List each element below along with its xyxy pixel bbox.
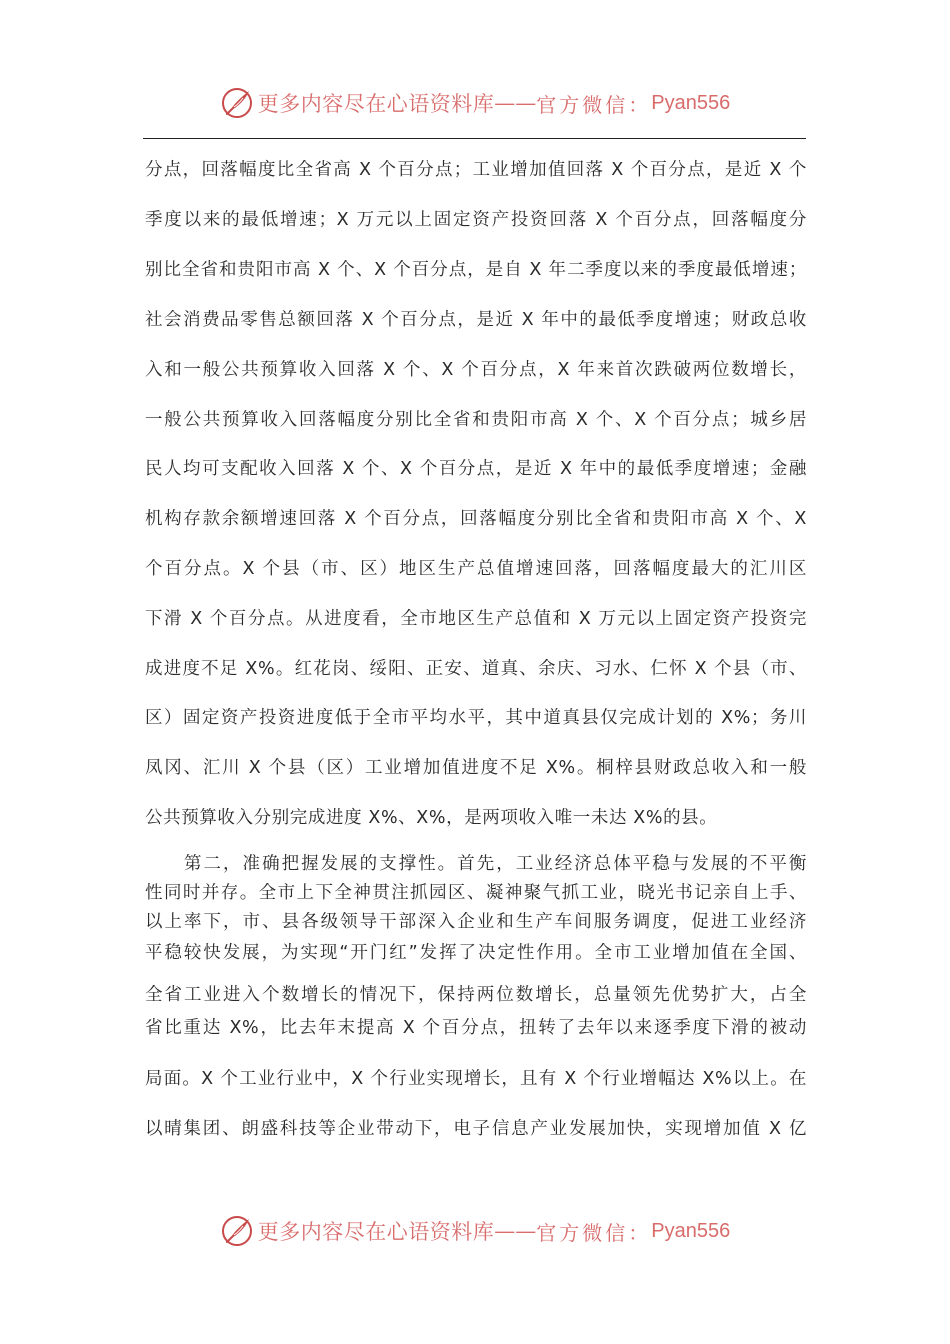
- body-line: 别比全省和贵阳市高 X 个、X 个百分点，是自 X 年二季度以来的季度最低增速；: [145, 260, 807, 280]
- body-line: 公共预算收入分别完成进度 X%、X%，是两项收入唯一未达 X%的县。: [145, 808, 718, 828]
- body-line: 平稳较快发展，为实现“开门红”发挥了决定性作用。全市工业增加值在全国、: [145, 943, 807, 963]
- quill-logo-icon: [220, 86, 254, 120]
- footer-contact-id: Pyan556: [651, 1219, 731, 1242]
- body-line: 下滑 X 个百分点。从进度看，全市地区生产总值和 X 万元以上固定资产投资完: [145, 609, 807, 629]
- body-line: 第二，准确把握发展的支撑性。首先，工业经济总体平稳与发展的不平衡: [145, 854, 807, 874]
- header-contact-id: Pyan556: [651, 91, 731, 114]
- footer-brand-text: 更多内容尽在心语资料库: [257, 1220, 495, 1244]
- footer-contact-label: 官方微信：: [536, 1220, 652, 1245]
- header-separator: ——: [494, 91, 537, 115]
- body-line: 省比重达 X%，比去年末提高 X 个百分点，扭转了去年以来逐季度下滑的被动: [145, 1018, 807, 1038]
- body-line: 成进度不足 X%。红花岗、绥阳、正安、道真、余庆、习水、仁怀 X 个县（市、: [145, 659, 807, 679]
- body-line: 区）固定资产投资进度低于全市平均水平，其中道真县仅完成计划的 X%；务川: [145, 708, 807, 728]
- body-line: 性同时并存。全市上下全神贯注抓园区、凝神聚气抓工业，晓光书记亲自上手、: [145, 883, 807, 903]
- body-line: 凤冈、汇川 X 个县（区）工业增加值进度不足 X%。桐梓县财政总收入和一般: [145, 758, 807, 778]
- body-line: 一般公共预算收入回落幅度分别比全省和贵阳市高 X 个、X 个百分点；城乡居: [145, 410, 807, 430]
- body-line: 个百分点。X 个县（市、区）地区生产总值增速回落，回落幅度最大的汇川区: [145, 559, 807, 579]
- footer-separator: ——: [494, 1219, 537, 1243]
- body-line: 以上率下，市、县各级领导干部深入企业和生产车间服务调度，促进工业经济: [145, 912, 807, 932]
- body-line: 局面。X 个工业行业中，X 个行业实现增长，且有 X 个行业增幅达 X%以上。在: [145, 1069, 807, 1089]
- header-banner: [0, 78, 950, 128]
- quill-logo-icon: [220, 1214, 254, 1248]
- header-brand-text: 更多内容尽在心语资料库: [257, 92, 495, 116]
- body-line: 季度以来的最低增速；X 万元以上固定资产投资回落 X 个百分点，回落幅度分: [145, 210, 807, 230]
- body-line: 以晴集团、朗盛科技等企业带动下，电子信息产业发展加快，实现增加值 X 亿: [145, 1119, 807, 1139]
- body-line: 入和一般公共预算收入回落 X 个、X 个百分点，X 年来首次跌破两位数增长，: [145, 360, 807, 380]
- body-line: 机构存款余额增速回落 X 个百分点，回落幅度分别比全省和贵阳市高 X 个、X: [145, 509, 807, 529]
- body-line: 全省工业进入个数增长的情况下，保持两位数增长，总量领先优势扩大，占全: [145, 985, 807, 1005]
- header-contact-label: 官方微信：: [536, 92, 652, 117]
- header-divider: [143, 138, 806, 139]
- body-line: 分点，回落幅度比全省高 X 个百分点；工业增加值回落 X 个百分点，是近 X 个: [145, 160, 807, 180]
- body-line: 民人均可支配收入回落 X 个、X 个百分点，是近 X 年中的最低季度增速；金融: [145, 459, 807, 479]
- body-line: 社会消费品零售总额回落 X 个百分点，是近 X 年中的最低季度增速；财政总收: [145, 310, 807, 330]
- footer-banner: [0, 1206, 950, 1256]
